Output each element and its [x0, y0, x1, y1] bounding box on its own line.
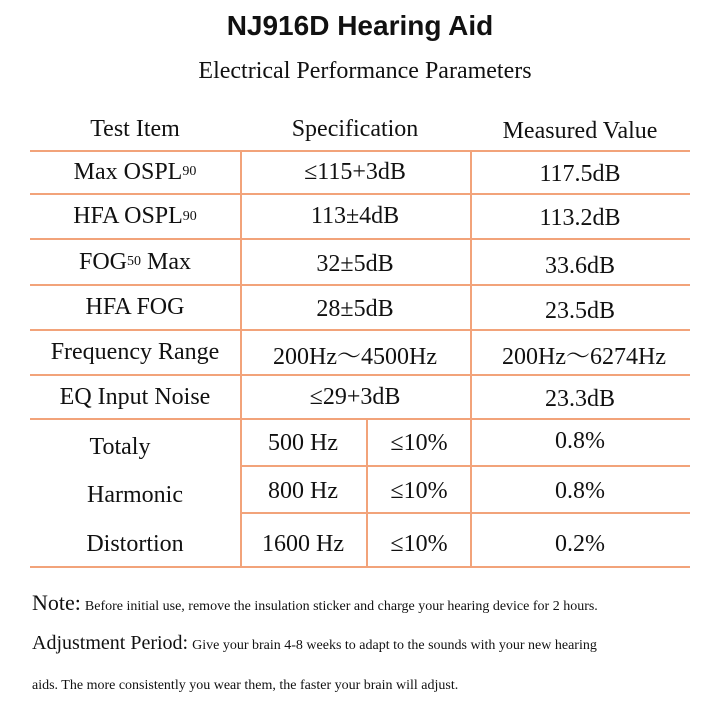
distortion-measured-800: 0.8% — [555, 478, 605, 504]
row-max-ospl-measured: 117.5dB — [539, 160, 621, 187]
row-fog-max-measured: 33.6dB — [544, 252, 615, 279]
row-frequency-range-spec: 200Hz～4500Hz — [273, 343, 437, 370]
distortion-label-line-1: Totaly — [89, 433, 151, 460]
note-line — [32, 590, 598, 616]
row-eq-input-noise-item: EQ Input Noise — [59, 383, 211, 410]
distortion-limit-1600: ≤10% — [390, 530, 448, 557]
distortion-freq-800: 800 Hz — [268, 478, 338, 504]
row-hfa-fog-item: HFA FOG — [85, 294, 185, 320]
adjustment-line-2 — [32, 676, 458, 694]
distortion-measured-500: 0.8% — [555, 428, 605, 454]
page-subtitle: Electrical Performance Parameters — [198, 58, 532, 84]
distortion-label-line-3: Distortion — [86, 530, 184, 557]
row-eq-input-noise-spec: ≤29+3dB — [309, 383, 401, 410]
row-eq-input-noise-measured: 23.3dB — [544, 385, 615, 412]
distortion-limit-800: ≤10% — [390, 478, 448, 504]
row-max-ospl-item: Max OSPL 90 — [73, 158, 197, 185]
row-hfa-ospl-measured: 113.2dB — [539, 205, 621, 231]
row-hfa-ospl-spec: 113±4dB — [310, 203, 400, 229]
row-frequency-range-item: Frequency Range — [50, 338, 220, 365]
row-frequency-range-measured: 200Hz～6274Hz — [502, 343, 666, 370]
table-rule — [240, 465, 690, 467]
distortion-limit-500: ≤10% — [390, 430, 448, 456]
row-hfa-ospl-item: HFA OSPL 90 — [73, 203, 197, 229]
note-text: Before initial use, remove the insulation sticker and charge your hearing device for 2 hours. — [84, 599, 598, 614]
distortion-freq-1600: 1600 Hz — [262, 530, 344, 557]
row-hfa-fog-spec: 28±5dB — [316, 296, 394, 322]
page-title: NJ916D Hearing Aid — [226, 10, 494, 41]
distortion-freq-500: 500 Hz — [268, 430, 338, 456]
header-test-item: Test Item — [90, 115, 180, 142]
row-max-ospl-spec: ≤115+3dB — [304, 158, 406, 185]
header-specification: Specification — [291, 115, 419, 142]
row-hfa-fog-measured: 23.5dB — [544, 298, 615, 324]
row-fog-max-item: FOG 50 Max — [78, 248, 191, 275]
note-label: Note: — [32, 590, 81, 615]
table-rule — [30, 566, 690, 568]
distortion-measured-1600: 0.2% — [555, 530, 605, 557]
adjustment-text-1: Give your brain 4-8 weeks to adapt to the sounds with your new hearing — [192, 638, 597, 653]
adjustment-line-1 — [32, 632, 597, 655]
adjustment-text-2: aids. The more consistently you wear them, the faster your brain will adjust. — [32, 678, 459, 693]
adjustment-label: Adjustment Period: — [32, 632, 189, 654]
header-measured-value: Measured Value — [502, 117, 658, 144]
row-fog-max-spec: 32±5dB — [316, 250, 394, 277]
distortion-label-line-2: Harmonic — [87, 481, 183, 508]
